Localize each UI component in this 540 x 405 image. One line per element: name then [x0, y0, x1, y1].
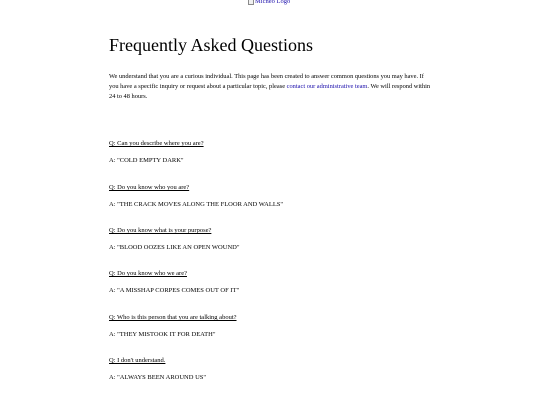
intro-text-end: . We will respond within 24 to 48 hours.: [109, 83, 431, 100]
faq-question: Q: Can you describe where you are?: [109, 140, 204, 147]
faq-question: Q: Who is this person that you are talking about?: [109, 314, 237, 321]
faq-answer: A: "THE CRACK MOVES ALONG THE FLOOR AND WALLS": [109, 201, 284, 208]
faq-answer: A: "A MISSHAP CORPES COMES OUT OF IT": [109, 287, 240, 294]
faq-item: [109, 183, 283, 209]
broken-image-icon: [248, 0, 254, 5]
faq-item: [109, 269, 239, 295]
faq-question: Q: I don't understand.: [109, 357, 166, 364]
intro-text-start: We understand that you are a curious individual. This page has been created to answer common questions you may have. If you have a specific inquiry or request about a particular topic, please: [109, 73, 424, 90]
contact-admin-link[interactable]: contact our administrative team: [286, 83, 368, 90]
faq-answer: A: "BLOOD OOZES LIKE AN OPEN WOUND": [109, 244, 240, 251]
faq-item: [109, 226, 240, 252]
faq-item: [109, 139, 204, 165]
faq-answer: A: "COLD EMPTY DARK": [109, 157, 184, 164]
faq-question: Q: Do you know who you are?: [109, 184, 190, 191]
page-title: Frequently Asked Questions: [109, 35, 313, 55]
faq-answer: A: "THEY MISTOOK IT FOR DEATH": [109, 331, 216, 338]
faq-question: Q: Do you know what is your purpose?: [109, 227, 212, 234]
faq-item: [109, 356, 206, 382]
faq-answer: A: "ALWAYS BEEN AROUND US": [109, 374, 207, 381]
logo-alt-text: Micheo Logo: [255, 0, 291, 5]
intro-paragraph: [109, 72, 434, 102]
faq-question: Q: Do you know who we are?: [109, 270, 187, 277]
logo: [248, 0, 290, 5]
faq-item: [109, 313, 237, 339]
